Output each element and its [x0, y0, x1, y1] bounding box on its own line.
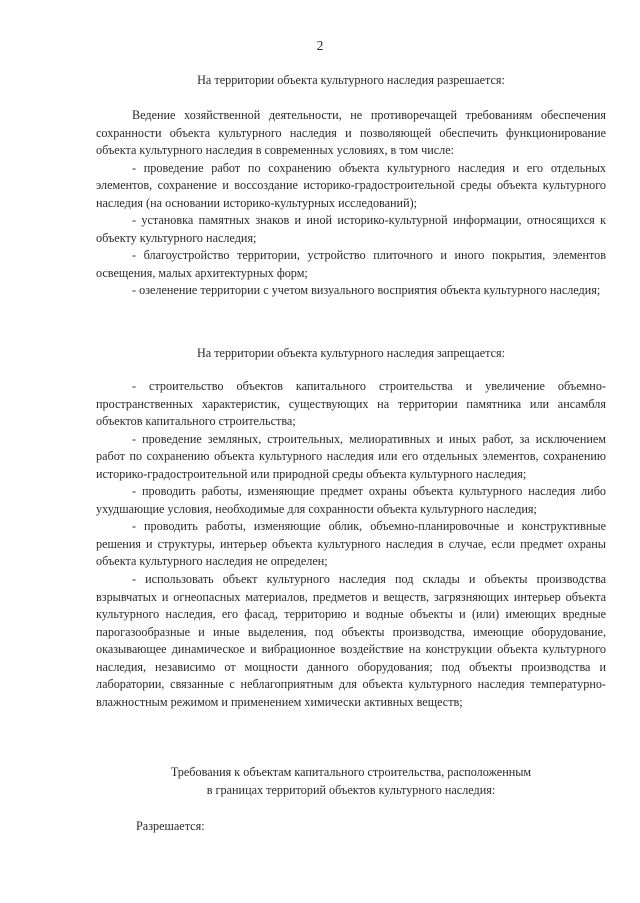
prohibited-paragraph: - использовать объект культурного наследия под склады и объекты производства взрывчатых и огнеопасных материалов, предметов и веществ, загрязняющих интерьер объекта культурного наследия, его фасад, территорию и водные объекты и (или) имеющих вредные парогазообразные и иные выделения, под объекты производства, имеющие оборудование, оказывающее динамическое и вибрационное воздействие на конструкции объекта культурного наследия, независимо от мощности данного оборудования; под объекты производства и лаборатории, связанные с неблагоприятным для объекта культурного наследия температурно-влажностным режимом и применением химически активных веществ;	[96, 572, 606, 709]
allowed-paragraph: - проведение работ по сохранению объекта культурного наследия и его отдельных элементов, сохранение и воссоздание историко-градостроительной среды объекта культурного наследия (на основании историко-культурных исследований);	[96, 160, 606, 210]
allowed-list	[96, 107, 606, 300]
allowed-heading: На территории объекта культурного наследия разрешается:	[197, 73, 505, 87]
allowed-paragraph: Ведение хозяйственной деятельности, не противоречащей требованиям обеспечения сохранности объекта культурного наследия и позволяющей обеспечить функционирование объекта культурного наследия в современных условиях, в том числе:	[96, 108, 606, 158]
requirements-heading-line: Требования к объектам капитального строительства, расположенным	[170, 765, 532, 779]
prohibited-paragraph: - строительство объектов капитального строительства и увеличение объемно-пространственных характеристик, существующих на территории памятника или ансамбля объектов капитального строительства;	[96, 379, 606, 429]
allowed-paragraph: - установка памятных знаков и иной историко-культурной информации, относящихся к объекту культурного наследия;	[96, 213, 606, 245]
page-number: 2	[316, 38, 324, 53]
allowed-paragraph: - благоустройство территории, устройство плиточного и иного покрытия, элементов освещения, малых архитектурных форм;	[96, 248, 606, 280]
prohibited-paragraph: - проводить работы, изменяющие предмет охраны объекта культурного наследия либо ухудшающие условия, необходимые для сохранности объекта культурного наследия;	[96, 484, 606, 516]
prohibited-list	[96, 378, 606, 711]
requirements-heading-line: в границах территорий объектов культурного наследия:	[206, 782, 496, 797]
prohibited-heading: На территории объекта культурного наследия запрещается:	[196, 346, 506, 360]
allowed-paragraph: - озеленение территории с учетом визуального восприятия объекта культурного наследия;	[132, 283, 601, 298]
prohibited-paragraph: - проводить работы, изменяющие облик, объемно-планировочные и конструктивные решения и структуры, интерьер объекта культурного наследия в случае, если предмет охраны объекта культурного наследия не определен;	[96, 519, 606, 569]
prohibited-paragraph: - проведение земляных, строительных, мелиоративных и иных работ, за исключением работ по сохранению объекта культурного наследия или его отдельных элементов, сохранению историко-градостроительной или природной среды объекта культурного наследия;	[96, 431, 606, 481]
requirements-heading	[96, 764, 606, 799]
allowed-label: Разрешается:	[136, 819, 205, 833]
